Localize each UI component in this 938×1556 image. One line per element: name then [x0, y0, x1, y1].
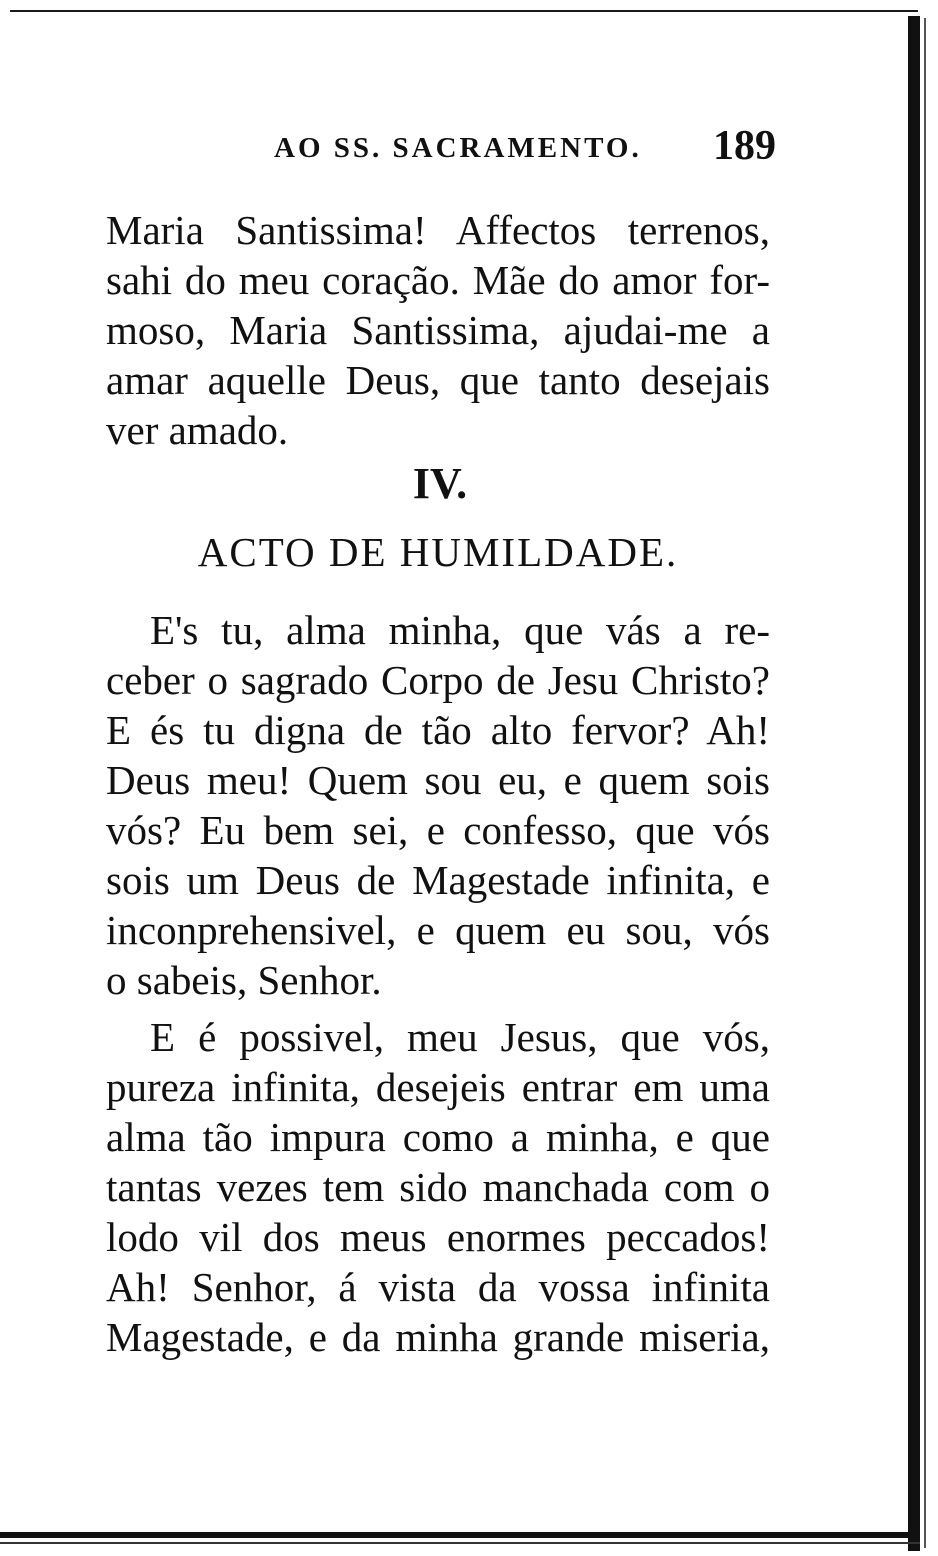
text-line: sahi do meu coração. Mãe do amor for-: [106, 257, 770, 303]
page-right-border-thin: [924, 18, 926, 1548]
text-line: Ah! Senhor, á vista da vossa infinita: [106, 1264, 770, 1310]
text-line: vós? Eu bem sei, e confesso, que vós: [106, 807, 770, 853]
text-line: ceber o sagrado Corpo de Jesu Christo?: [106, 657, 770, 703]
text-line: E's tu, alma minha, que vás a re-: [150, 607, 770, 653]
page-bottom-rule-thin: [0, 1542, 920, 1544]
page-bottom-rule: [0, 1532, 920, 1538]
text-line: alma tão impura como a minha, e que: [106, 1114, 770, 1160]
paragraph-2: [106, 605, 770, 1005]
text-line: tantas vezes tem sido manchada com o: [106, 1164, 770, 1210]
text-line: Deus meu! Quem sou eu, e quem sois: [106, 757, 770, 803]
section-numeral: IV.: [412, 459, 468, 508]
text-line: E és tu digna de tão alto fervor? Ah!: [106, 707, 770, 753]
section-title: ACTO DE HUMILDADE.: [197, 529, 679, 575]
text-line: sois um Deus de Magestade infinita, e: [106, 857, 770, 903]
text-line: Maria Santissima! Affectos terrenos,: [106, 207, 770, 253]
page-header: [100, 122, 780, 172]
running-head: AO SS. SACRAMENTO.: [274, 132, 642, 164]
page-top-rule: [10, 10, 918, 12]
text-line: ver amado.: [106, 407, 289, 453]
text-line: lodo vil dos meus enormes peccados!: [106, 1214, 770, 1260]
paragraph-1: [106, 205, 770, 455]
text-line: pureza infinita, desejeis entrar em uma: [106, 1064, 770, 1110]
paragraph-3: [106, 1012, 770, 1362]
text-line: E é possivel, meu Jesus, que vós,: [150, 1014, 770, 1060]
text-line: amar aquelle Deus, que tanto desejais: [106, 357, 770, 403]
text-line: Magestade, e da minha grande miseria,: [106, 1314, 770, 1360]
text-line: o sabeis, Senhor.: [106, 957, 382, 1003]
text-line: moso, Maria Santissima, ajudai-me a: [106, 307, 770, 353]
page-number: 189: [713, 123, 776, 169]
text-line: inconprehensivel, e quem eu sou, vós: [106, 907, 770, 953]
page-right-border: [908, 16, 920, 1551]
